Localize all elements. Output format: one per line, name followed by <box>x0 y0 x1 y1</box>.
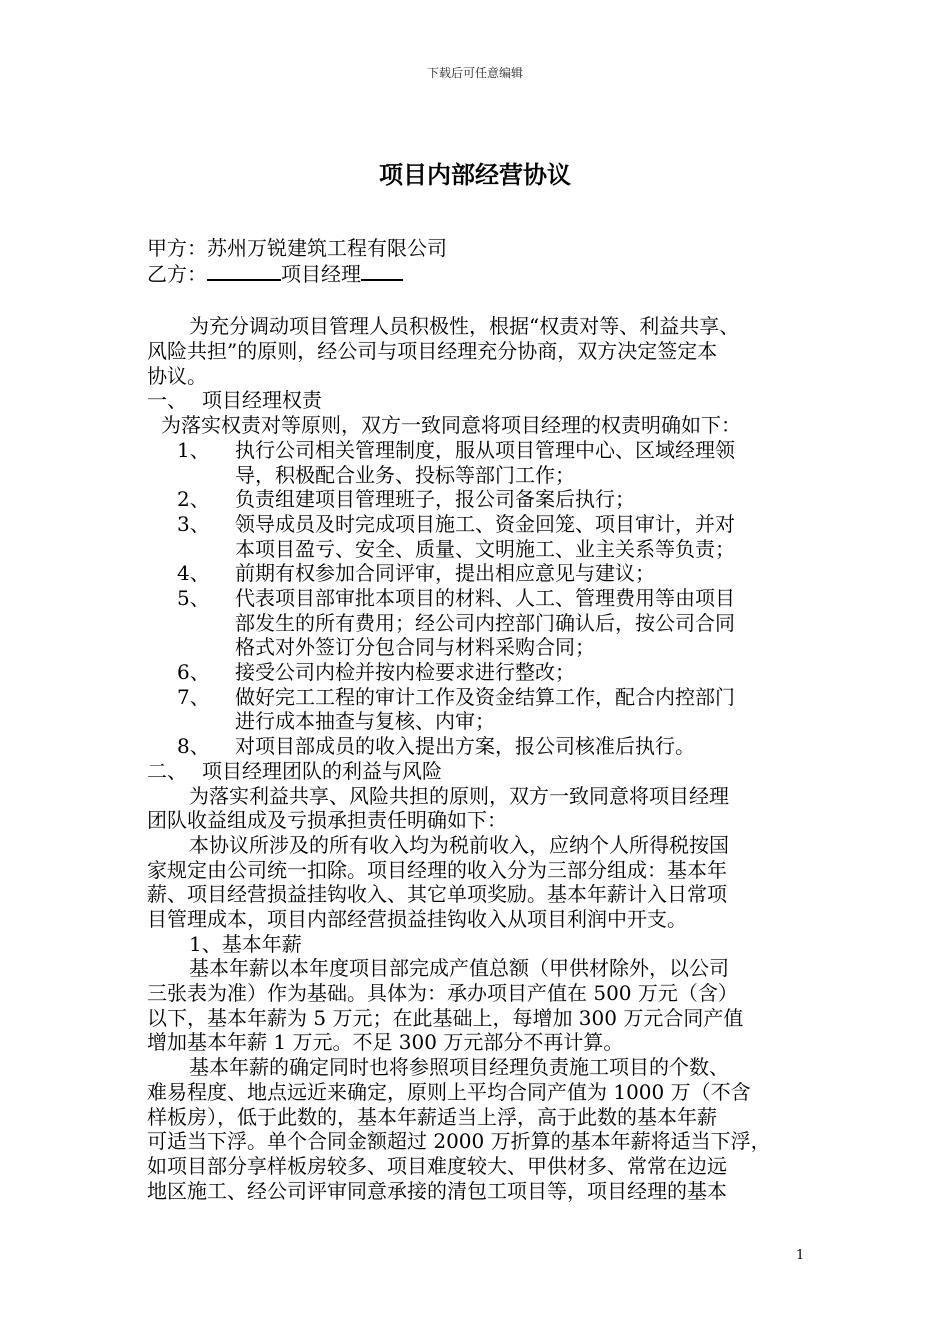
numbered-item <box>147 586 817 611</box>
numbered-item <box>147 512 817 537</box>
document-title: 项目内部经营协议 <box>379 160 571 189</box>
item-text-continued: 进行成本抽查与复核、内审； <box>235 709 495 734</box>
intro-line: 风险共担”的原则，经公司与项目经理充分协商，双方决定签定本 <box>147 339 718 364</box>
item-text-continued: 本项目盈亏、安全、质量、文明施工、业主关系等负责； <box>235 536 735 561</box>
item-text: 前期有权参加合同评审，提出相应意见与建议； <box>235 561 655 586</box>
subsection-heading: 1、基本年薪 <box>189 931 302 956</box>
item-text: 做好完工工程的审计工作及资金结算工作，配合内控部门 <box>235 684 735 709</box>
item-number: 1、 <box>177 437 210 462</box>
section-1-items <box>147 438 817 759</box>
party-b-prefix: 乙方： <box>147 261 207 286</box>
item-text: 代表项目部审批本项目的材料、人工、管理费用等由项目 <box>235 586 735 610</box>
item-number: 6、 <box>177 660 210 685</box>
paragraph-line: 目管理成本，项目内部经营损益挂钩收入从项目利润中开支。 <box>147 907 687 931</box>
paragraph-line: 基本年薪以本年度项目部完成产值总额（甲供材除外，以公司 <box>189 956 729 981</box>
numbered-item <box>147 660 817 685</box>
numbered-item <box>147 487 817 512</box>
numbered-item <box>147 438 817 463</box>
paragraph-line: 团队收益组成及亏损承担责任明确如下： <box>147 808 507 833</box>
item-text: 对项目部成员的收入提出方案，报公司核准后执行。 <box>235 734 695 759</box>
section-2-number: 二、 <box>147 758 187 783</box>
party-a: 甲方：苏州万锐建筑工程有限公司 <box>147 236 447 260</box>
paragraph-line: 本协议所涉及的所有收入均为税前收入，应纳个人所得税按国 <box>189 832 729 857</box>
section-1-title: 项目经理权责 <box>202 388 322 413</box>
paragraph-line: 为落实利益共享、风险共担的原则，双方一致同意将项目经理 <box>189 783 729 808</box>
item-text-continued: 导，积极配合业务、投标等部门工作； <box>235 462 575 487</box>
paragraph-line: 基本年薪的确定同时也将参照项目经理负责施工项目的个数、 <box>189 1055 729 1080</box>
item-text: 执行公司相关管理制度，服从项目管理中心、区域经理领 <box>235 437 735 462</box>
party-b-blank-1 <box>207 261 281 281</box>
paragraph-line: 样板房），低于此数的，基本年薪适当上浮，高于此数的基本年薪 <box>147 1104 717 1129</box>
numbered-item <box>147 685 817 710</box>
paragraph-line: 如项目部分享样板房较多、项目难度较大、甲供材多、常常在边远 <box>147 1153 727 1178</box>
item-text-continued: 部发生的所有费用；经公司内控部门确认后，按公司合同 <box>235 610 735 635</box>
paragraph-line: 难易程度、地点远近来确定，原则上平均合同产值为 1000 万（不含 <box>147 1079 751 1104</box>
document-body <box>147 236 817 1203</box>
spacer <box>147 285 817 314</box>
item-number: 2、 <box>177 487 210 512</box>
item-number: 5、 <box>177 586 210 610</box>
numbered-item <box>147 561 817 586</box>
numbered-item <box>147 734 817 759</box>
paragraph-line: 地区施工、经公司评审同意承接的清包工项目等，项目经理的基本 <box>147 1178 727 1203</box>
intro-line: 为充分调动项目管理人员积极性，根据“权责对等、利益共享、 <box>189 314 740 339</box>
paragraph-line: 增加基本年薪 1 万元。不足 300 万元部分不再计算。 <box>147 1030 624 1055</box>
section-2-title: 项目经理团队的利益与风险 <box>202 758 442 783</box>
item-text: 负责组建项目管理班子，报公司备案后执行； <box>235 487 635 512</box>
paragraph-line: 薪、项目经营损益挂钩收入、其它单项奖励。基本年薪计入日常项 <box>147 882 727 907</box>
item-number: 8、 <box>177 734 210 759</box>
party-b-middle: 项目经理 <box>281 261 361 286</box>
section-1-lead: 为落实权责对等原则，双方一致同意将项目经理的权责明确如下： <box>161 413 741 438</box>
paragraph-line: 以下，基本年薪为 5 万元；在此基础上，每增加 300 万元合同产值 <box>147 1005 744 1030</box>
section-1-heading <box>147 388 817 413</box>
item-text-continued: 格式对外签订分包合同与材料采购合同； <box>235 635 595 660</box>
paragraph-line: 三张表为准）作为基础。具体为：承办项目产值在 500 万元（含） <box>147 981 738 1006</box>
paragraph-line: 家规定由公司统一扣除。项目经理的收入分为三部分组成：基本年 <box>147 857 727 882</box>
page-header-note: 下载后可任意编辑 <box>426 66 523 80</box>
section-2-heading <box>147 759 817 784</box>
item-number: 4、 <box>177 561 210 586</box>
intro-line: 协议。 <box>147 363 207 388</box>
page-number: 1 <box>796 1248 805 1263</box>
section-1-number: 一、 <box>147 388 187 413</box>
item-number: 3、 <box>177 511 210 536</box>
item-text: 接受公司内检并按内检要求进行整改； <box>235 660 575 685</box>
party-b-blank-2 <box>361 261 403 281</box>
item-number: 7、 <box>177 684 210 709</box>
item-text: 领导成员及时完成项目施工、资金回笼、项目审计，并对 <box>235 511 735 536</box>
party-b <box>147 261 817 286</box>
paragraph-line: 可适当下浮。单个合同金额超过 2000 万折算的基本年薪将适当下浮， <box>147 1129 771 1154</box>
